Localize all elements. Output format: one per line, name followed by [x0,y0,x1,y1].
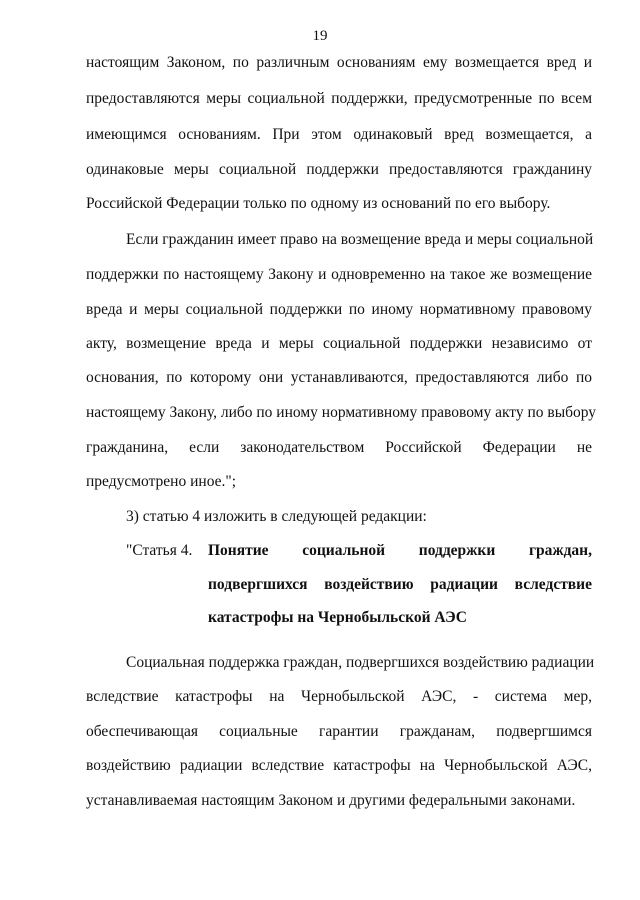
paragraph-1-line: одинаковые меры социальной поддержки предоставляются гражданину [86,161,592,178]
article-heading [126,540,592,626]
article-title-line: катастрофы на Чернобыльской АЭС [208,609,467,626]
paragraph-1-line: Российской Федерации только по одному из оснований по его выбору. [86,195,551,212]
paragraph-1-line: настоящим Законом, по различным основаниям ему возмещается вред и [86,54,592,71]
paragraph-2-line: поддержки по настоящему Закону и одновременно на такое же возмещение [86,266,592,283]
paragraph-2-line: настоящему Закону, либо по иному нормативному правовому акту по выбору [86,404,597,421]
paragraph-3-line: вследствие катастрофы на Чернобыльской АЭС, - система мер, [86,688,592,705]
page-number: 19 [312,28,328,44]
paragraph-3-line: Социальная поддержка граждан, подвергшихся воздействию радиации [126,654,595,671]
article-title-line: подвергшихся воздействию радиации вследствие [208,576,592,593]
list-item-3: 3) статью 4 изложить в следующей редакции: [126,508,427,525]
paragraph-2-line: Если гражданин имеет право на возмещение вреда и меры социальной [126,231,594,248]
paragraph-2-line: вреда и меры социальной поддержки по иному нормативному правовому [86,301,592,318]
article-title-line: Понятие социальной поддержки граждан, [208,542,592,559]
paragraph-2-line: основания, по которому они устанавливаются, предоставляются либо по [86,369,592,386]
paragraph-2-line: гражданина, если законодательством Российской Федерации не [86,439,592,456]
paragraph-2-line: предусмотрено иное."; [86,473,237,490]
paragraph-3-line: обеспечивающая социальные гарантии гражданам, подвергшимся [86,723,592,740]
paragraph-1-line: имеющимся основаниям. При этом одинаковый вред возмещается, а [86,126,592,143]
paragraph-1-line: предоставляются меры социальной поддержки, предусмотренные по всем [86,90,592,107]
paragraph-2-line: акту, возмещение вреда и меры социальной поддержки независимо от [86,335,592,352]
paragraph-3-line: устанавливаемая настоящим Законом и другими федеральными законами. [86,792,576,809]
paragraph-3-line: воздействию радиации вследствие катастрофы на Чернобыльской АЭС, [86,757,592,774]
article-label: "Статья 4. [126,542,193,559]
